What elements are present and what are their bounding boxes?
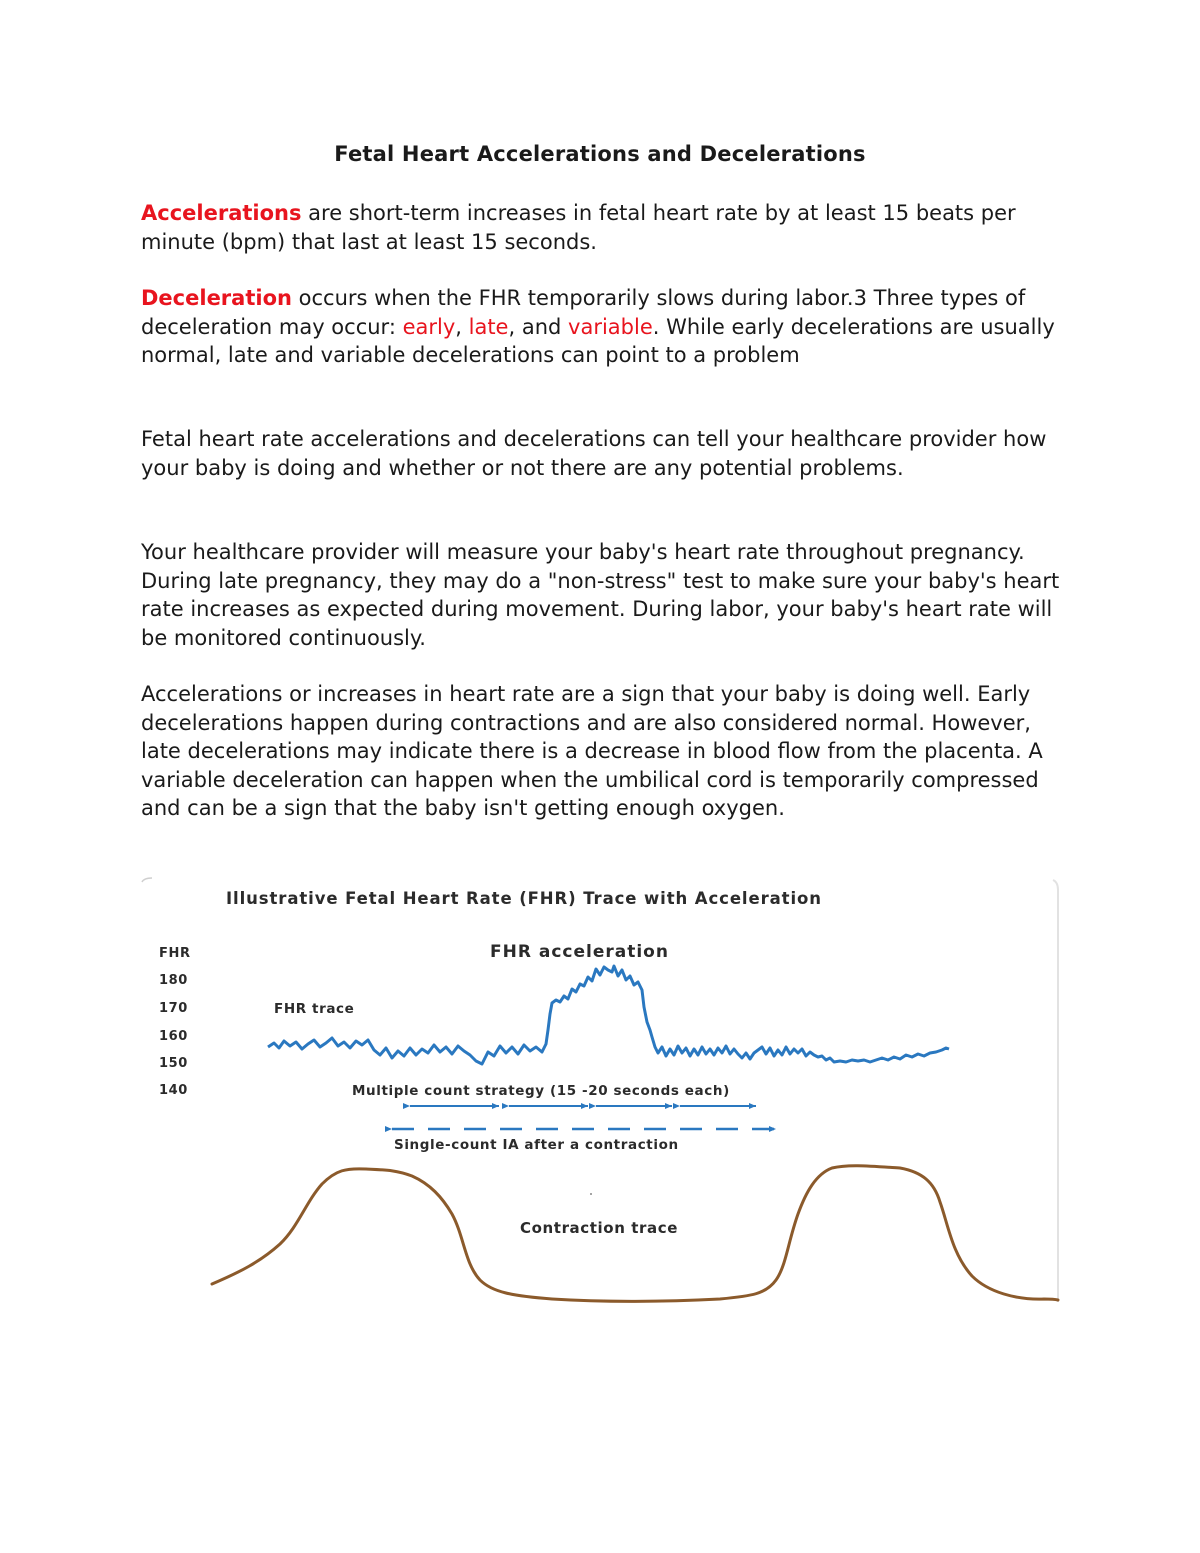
- single-count-label: Single-count IA after a contraction: [394, 1137, 679, 1153]
- multiple-count-label: Multiple count strategy (15 -20 seconds each): [352, 1083, 730, 1099]
- separator-1: ,: [455, 314, 469, 339]
- paragraph-accelerations: [141, 199, 1071, 256]
- fhr-trace-label: FHR trace: [274, 1001, 355, 1017]
- term-late: late: [468, 314, 509, 339]
- y-tick-170: 170: [159, 1001, 188, 1016]
- deceleration-text-a: occurs when the FHR temporarily slows during labor.3 Three types of deceleration may occur:: [141, 286, 1026, 339]
- document-title: Fetal Heart Accelerations and Decelerations: [334, 142, 866, 166]
- frame-edge: [1053, 880, 1058, 1302]
- contraction-trace-label: Contraction trace: [520, 1219, 679, 1237]
- fhr-trace-figure: [140, 872, 1060, 1308]
- y-tick-150: 150: [159, 1056, 188, 1071]
- paragraph-interpretation: Accelerations or increases in heart rate are a sign that your baby is doing well. Early decelerations happen during contractions and are also considered normal. However, late decelerations may indicate there is a decrease in blood flow from the placenta. A variable deceleration can happen when the umbilical cord is temporarily compressed and can be a sign that the baby isn't getting enough oxygen.: [141, 682, 1043, 820]
- figure-title: Illustrative Fetal Heart Rate (FHR) Trace with Acceleration: [226, 889, 822, 908]
- fhr-trace-line: [268, 966, 949, 1064]
- frame-corner: [142, 878, 152, 882]
- paragraph-deceleration: [141, 284, 1071, 370]
- fhr-acceleration-label: FHR acceleration: [490, 942, 669, 962]
- y-tick-180: 180: [159, 973, 188, 988]
- y-tick-160: 160: [159, 1029, 188, 1044]
- paragraph-healthcare-info: Fetal heart rate accelerations and decelerations can tell your healthcare provider how your baby is doing and whether or not there are any potential problems.: [141, 427, 1047, 480]
- deceleration-text-b: . While early decelerations are usually normal, late and variable decelerations can point to a problem: [141, 314, 1055, 367]
- term-variable: variable: [568, 314, 653, 339]
- y-axis-label: FHR: [159, 946, 191, 961]
- accelerations-definition: are short-term increases in fetal heart rate by at least 15 beats per minute (bpm) that last at least 15 seconds.: [141, 201, 1016, 254]
- separator-2: , and: [508, 314, 569, 339]
- speck: [590, 1193, 592, 1195]
- y-tick-140: 140: [159, 1083, 188, 1098]
- term-accelerations: Accelerations: [141, 201, 302, 225]
- term-deceleration: Deceleration: [141, 286, 292, 310]
- term-early: early: [402, 314, 456, 339]
- paragraph-monitoring: Your healthcare provider will measure your baby's heart rate throughout pregnancy. During late pregnancy, they may do a "non-stress" test to make sure your baby's heart rate increases as expected during movement. During labor, your baby's heart rate will be monitored continuously.: [141, 540, 1060, 650]
